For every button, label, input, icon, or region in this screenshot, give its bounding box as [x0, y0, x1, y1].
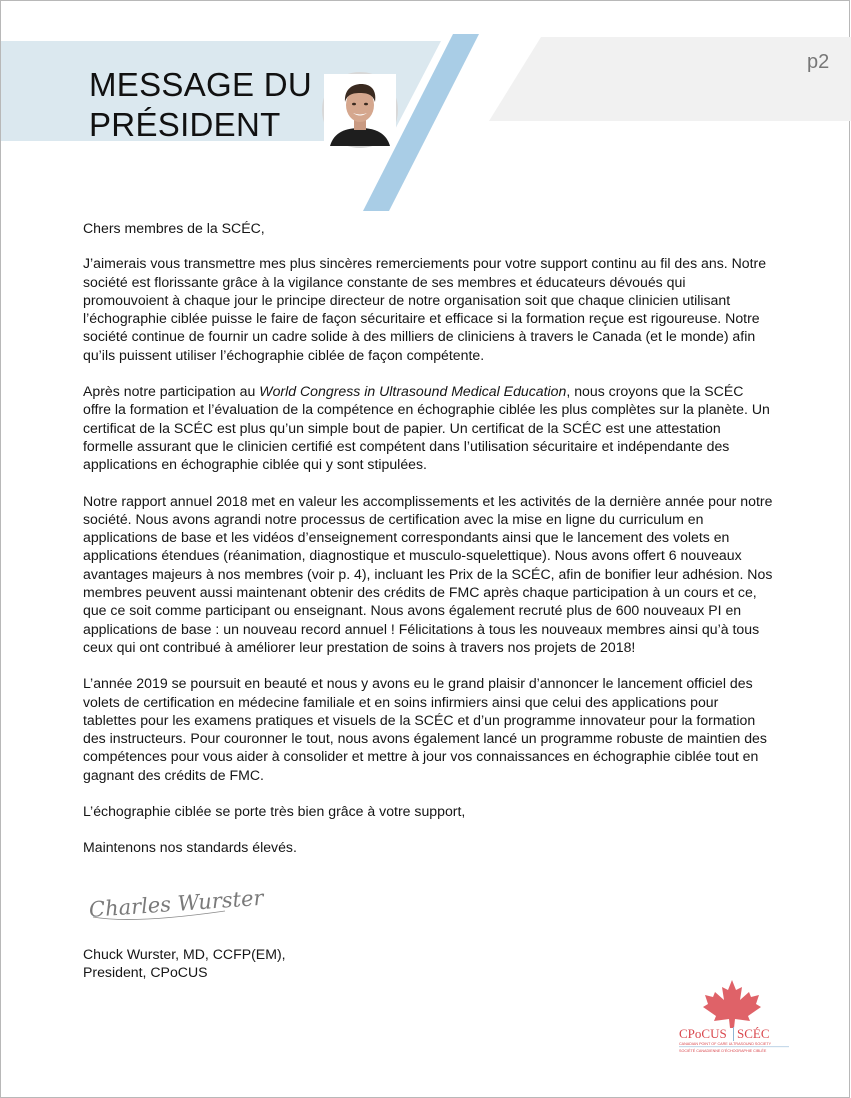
signer-block — [83, 945, 286, 982]
letter-closing-2: Maintenons nos standards élevés. — [83, 839, 297, 856]
signer-name: Chuck Wurster, MD, CCFP(EM), — [83, 946, 286, 962]
page-title — [89, 65, 312, 145]
handwritten-signature — [85, 877, 265, 933]
page-title-line-2: PRÉSIDENT — [89, 106, 281, 143]
signer-title: President, CPoCUS — [83, 964, 208, 981]
portrait-image — [324, 74, 396, 146]
logo-line-french: SOCIÉTÉ CANADIENNE D’ÉCHOGRAPHIE CIBLÉE — [679, 1049, 767, 1053]
letter-paragraph-1: J’aimerais vous transmettre mes plus sincères remerciements pour votre support continu au fil des ans. Notre société est florissante grâce à la vigilance constante de ses membres et éducateurs dévoués qui promouvoient à chaque jour le principe directeur de notre organisation soit que chaque clinicien utilisant l’échographie ciblée puisse le faire de façon sécuritaire et efficace si la formation reçue est rigoureuse. Notre société continue de fournir un cadre solide à des milliers de cliniciens à travers le Canada (et le monde) afin qu’ils puissent utiliser l’échographie ciblée de façon compétente. — [83, 255, 767, 363]
letter-body — [83, 219, 773, 875]
logo-scec: SCÉC — [737, 1026, 770, 1041]
letter-paragraph-3: Notre rapport annuel 2018 met en valeur les accomplissements et les activités de la dernière année pour notre société. Nous avons agrandi notre processus de certification avec la mise en ligne du curriculum en applications de base et les vidéos d’enseignement correspondants ainsi que le lancement des volets en applications étendues (réanimation, diagnostique et musculo-squelettique). Nous avons offert 6 nouveaux avantages majeurs à nos membres (voir p. 4), incluant les Prix de la SCÉC, afin de bonifier leur adhésion. Nos membres peuvent aussi maintenant obtenir des crédits de FMC après chaque participation à un cours et ce, que ce soit comme participant ou enseignant. Nous avons également recruté plus de 600 nouveaux PI en applications de base : un nouveau record annuel ! Félicitations à tous les nouveaux membres ainsi qu’à tous ceux qui ont contribué à améliorer leur prestation de soins à travers nos projets de 2018! — [83, 492, 773, 655]
logo-line-english: CANADIAN POINT OF CARE ULTRASOUND SOCIETY — [679, 1042, 772, 1046]
signature-script: Charles Wurster — [88, 885, 265, 922]
page-title-line-1: MESSAGE DU — [89, 66, 313, 103]
maple-leaf-icon — [703, 980, 761, 1028]
page-number: p2 — [807, 51, 830, 73]
header-grey-band — [489, 37, 851, 121]
congress-name: World Congress in Ultrasound Medical Education — [259, 383, 567, 400]
president-portrait — [322, 72, 398, 148]
paragraph-2-rest: , nous croyons que la SCÉC offre la formation et l’évaluation de la compétence en échographie ciblée les plus complètes sur la planète. Un certificat de la SCÉC est plus qu’un simple bout de papier. Un certificat de la SCÉC est une attestation formelle assurant que le clinicien certifié est compétent dans l’utilisation sécuritaire et indépendante des applications en échographie ciblée qui y sont stipulées. — [83, 383, 770, 473]
letter-closing-1: L’échographie ciblée se porte très bien grâce à votre support, — [83, 803, 466, 820]
logo-cpocus: CPoCUS — [679, 1026, 727, 1041]
paragraph-2-intro: Après notre participation au — [83, 383, 260, 400]
letter-paragraph-2 — [83, 382, 773, 473]
letter-salutation: Chers membres de la SCÉC, — [83, 220, 265, 236]
letter-paragraph-4: L’année 2019 se poursuit en beauté et nous y avons eu le grand plaisir d’annoncer le lancement officiel des volets de certification en médecine familiale et en soins infirmiers ainsi que celui des applications pour tablettes pour les examens pratiques et visuels de la SCÉC et d’un programme innovateur pour la formation des instructeurs. Pour couronner le tout, nous avons également lancé un programme robuste de maintien des compétences pour vous aider à consolider et mettre à jour vos connaissances en échographie ciblée tout en gagnant des crédits de FMC. — [83, 675, 767, 783]
cpocus-scec-logo — [671, 976, 793, 1056]
